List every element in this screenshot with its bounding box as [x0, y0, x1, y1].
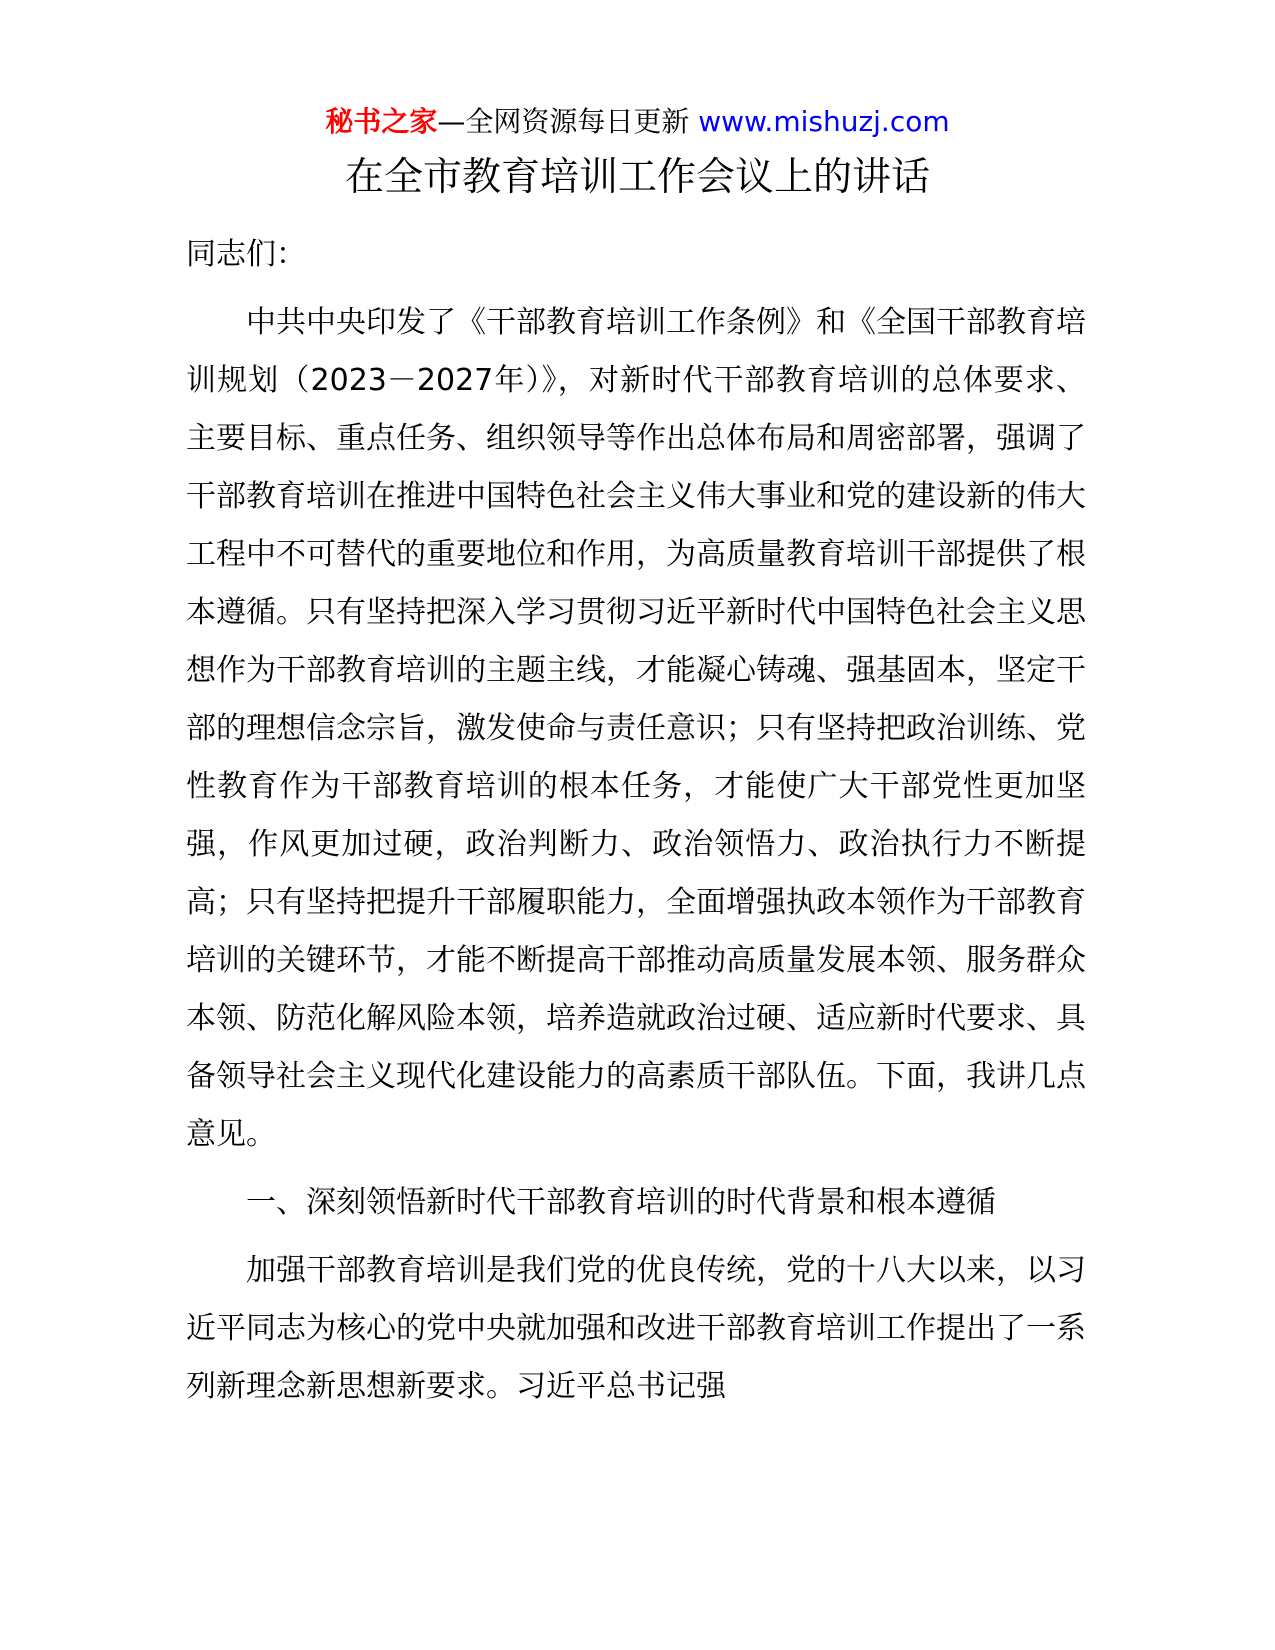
- paragraph-intro: 中共中央印发了《干部教育培训工作条例》和《全国干部教育培训规划（2023－2027年）》，对新时代干部教育培训的总体要求、主要目标、重点任务、组织领导等作出总体布局和周密部署，强调了干部教育培训在推进中国特色社会主义伟大事业和党的建设新的伟大工程中不可替代的重要地位和作用，为高质量教育培训干部提供了根本遵循。只有坚持把深入学习贯彻习近平新时代中国特色社会主义思想作为干部教育培训的主题主线，才能凝心铸魂、强基固本，坚定干部的理想信念宗旨，激发使命与责任意识；只有坚持把政治训练、党性教育作为干部教育培训的根本任务，才能使广大干部党性更加坚强，作风更加过硬，政治判断力、政治领悟力、政治执行力不断提高；只有坚持把提升干部履职能力，全面增强执政本领作为干部教育培训的关键环节，才能不断提高干部推动高质量发展本领、服务群众本领、防范化解风险本领，培养造就政治过硬、适应新时代要求、具备领导社会主义现代化建设能力的高素质干部队伍。下面，我讲几点意见。: [186, 305, 1086, 1152]
- section-heading-1: 一、深刻领悟新时代干部教育培训的时代背景和根本遵循: [246, 1185, 996, 1220]
- site-url-link[interactable]: www.mishuzj.com: [698, 105, 950, 138]
- paragraph-section-1: 加强干部教育培训是我们党的优良传统，党的十八大以来，以习近平同志为核心的党中央就加强和改进干部教育培训工作提出了一系列新理念新思想新要求。习近平总书记强: [186, 1253, 1086, 1404]
- brand-name: 秘书之家: [325, 105, 438, 138]
- header-tagline: —全网资源每日更新: [437, 105, 699, 138]
- document-title: 在全市教育培训工作会议上的讲话: [344, 155, 930, 200]
- site-header: [0, 104, 1275, 140]
- salutation: 同志们：: [186, 237, 306, 272]
- document-body: [186, 226, 1086, 1416]
